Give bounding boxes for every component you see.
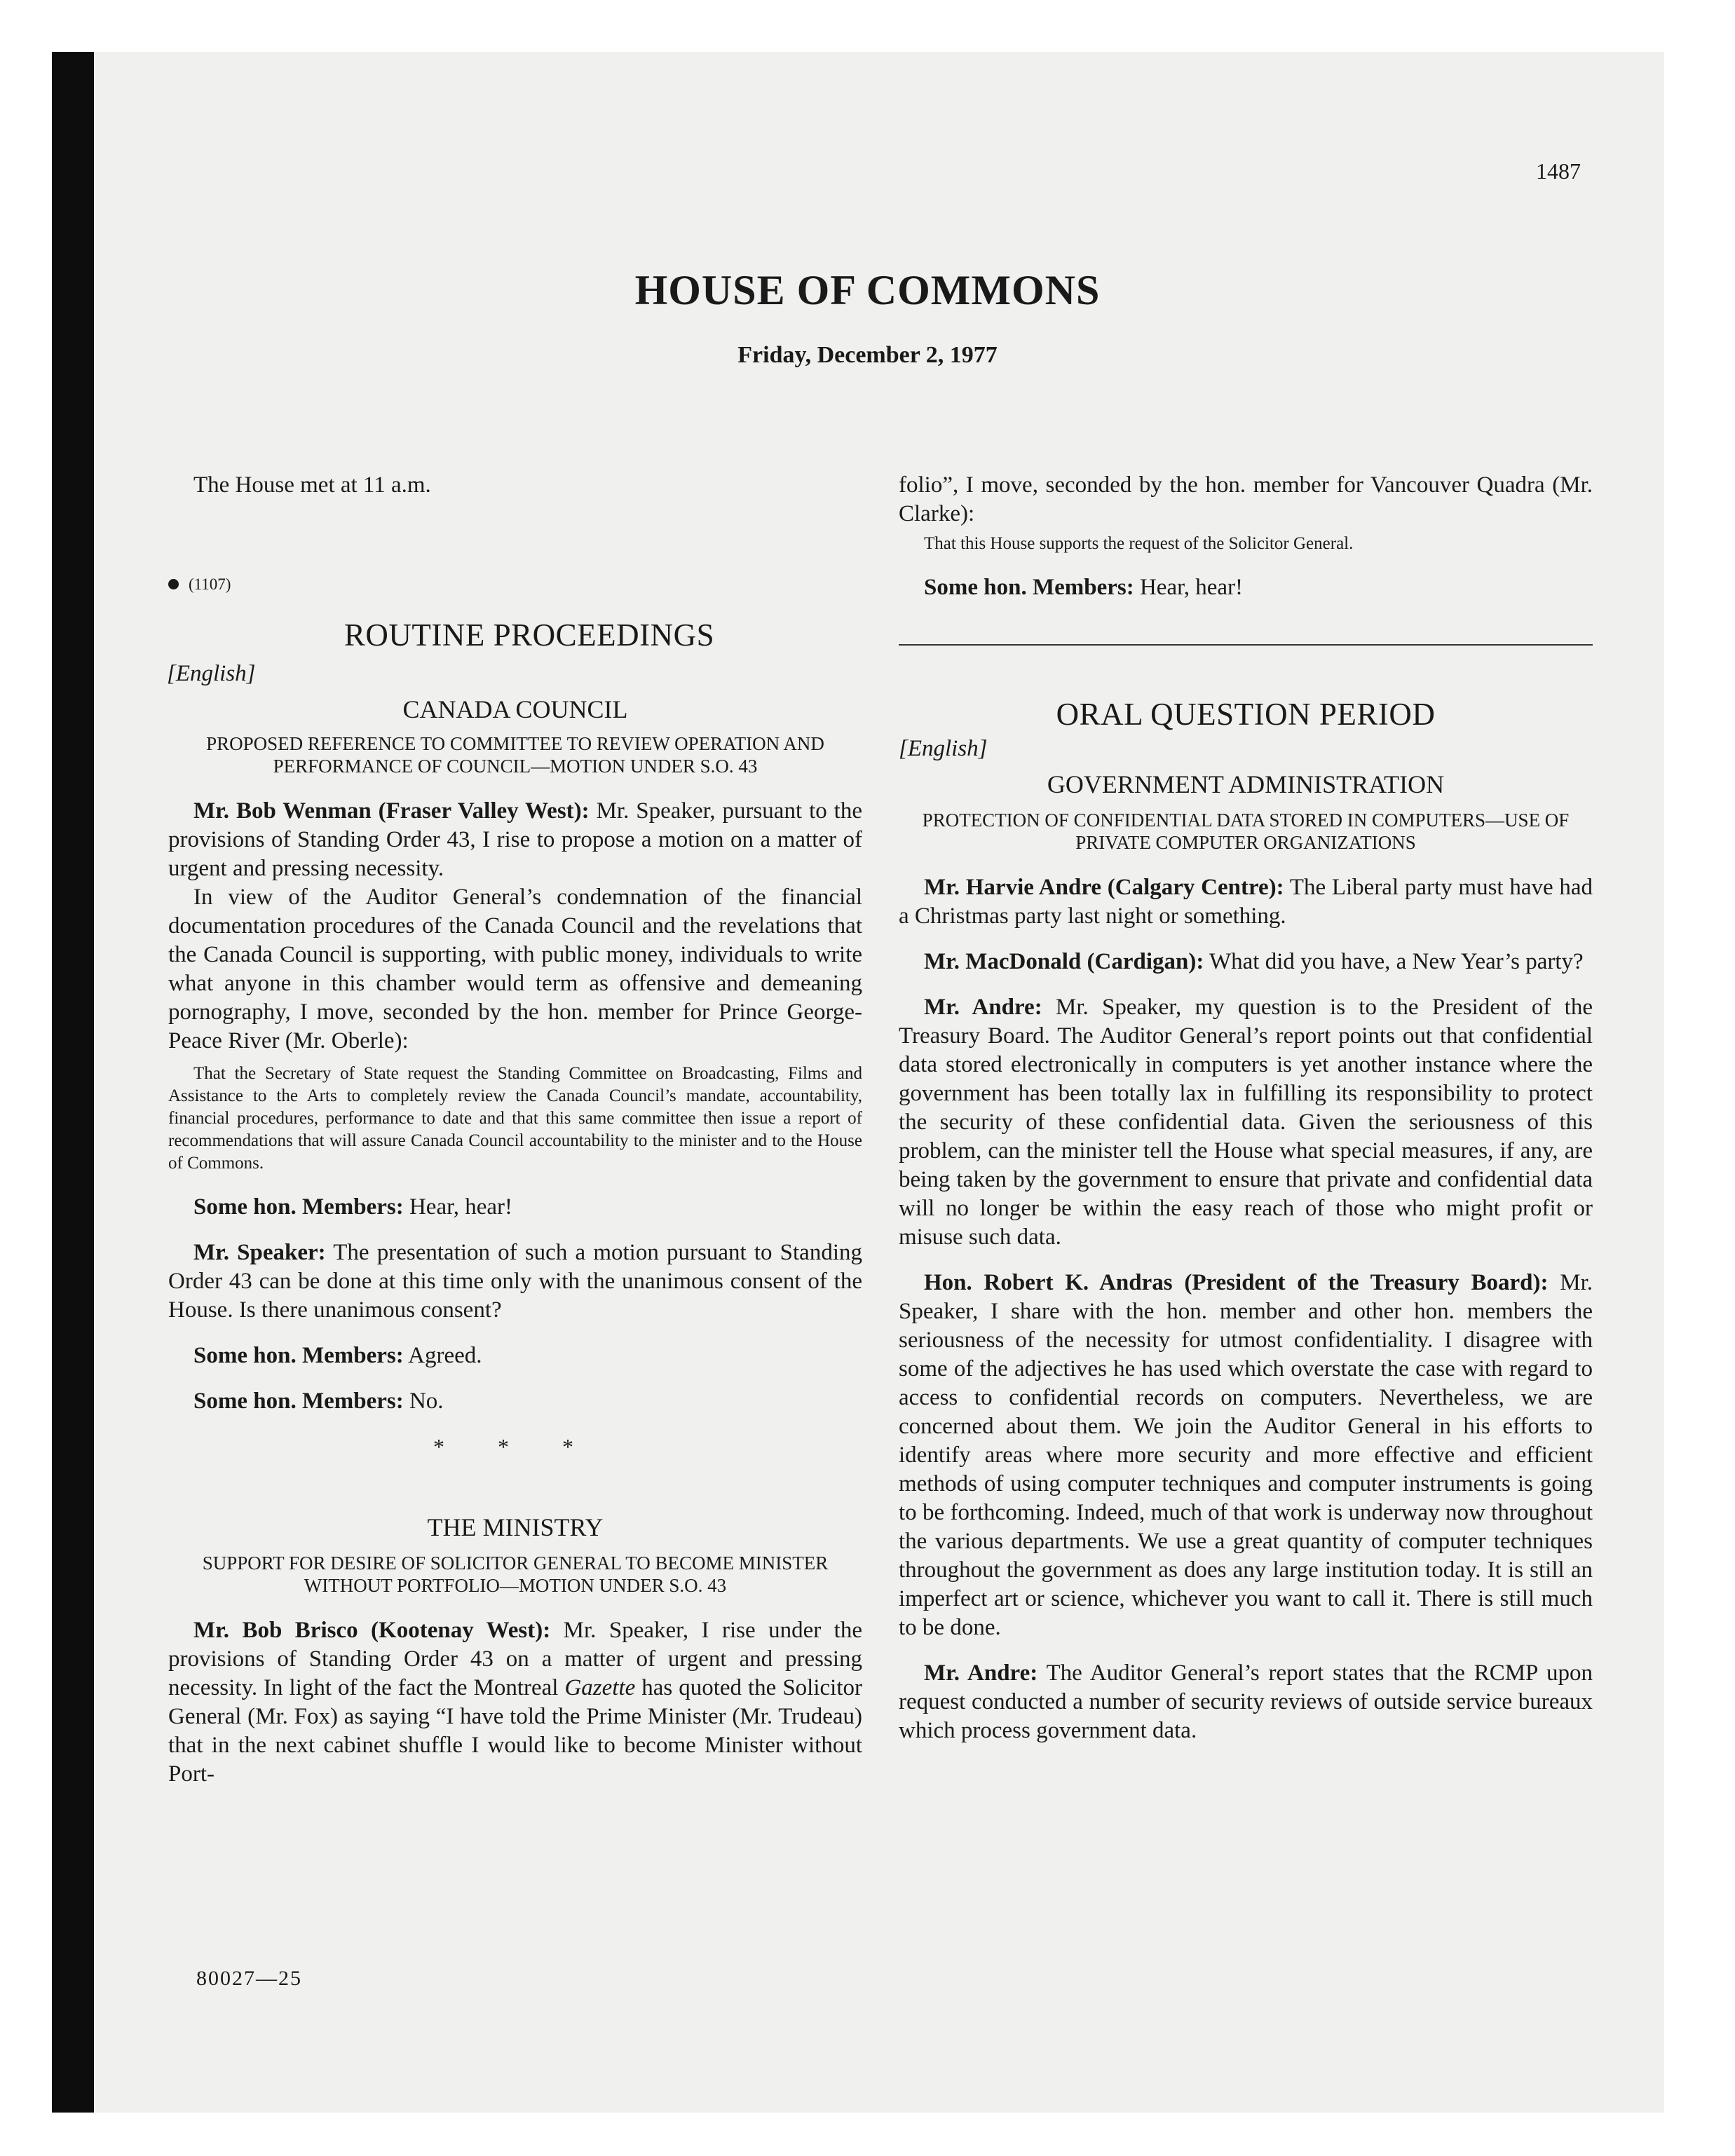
andre-question-1 [899, 873, 1593, 931]
speaker-name: Some hon. Members: [924, 575, 1134, 600]
members-no [168, 1387, 862, 1416]
left-column [168, 471, 862, 1789]
right-column [899, 471, 1593, 1745]
sitting-date: Friday, December 2, 1977 [737, 342, 998, 368]
ministry-subheading: SUPPORT FOR DESIRE OF SOLICITOR GENERAL TO BECOME MINISTER WITHOUT PORTFOLIO—MOTION UNDER S.O. 43 [202, 1553, 829, 1596]
speech-text: What did you have, a New Year’s party? [1204, 949, 1584, 974]
members-agreed [168, 1342, 862, 1370]
speech-text: The Liberal party must have had a Christmas party last night or something. [899, 875, 1593, 929]
speaker-name: Some hon. Members: [193, 1389, 404, 1414]
speaker-ruling [168, 1239, 862, 1325]
section-divider [899, 644, 1593, 646]
government-administration-subheading: PROTECTION OF CONFIDENTIAL DATA STORED IN COMPUTERS—USE OF PRIVATE COMPUTER ORGANIZATIONS [922, 810, 1570, 853]
speaker-name: Mr. Andre: [924, 995, 1042, 1020]
wenman-intervention [168, 797, 862, 883]
page-number: 1487 [1536, 158, 1581, 184]
speaker-name: Mr. Bob Brisco (Kootenay West): [193, 1618, 551, 1643]
ministry-heading: THE MINISTRY [427, 1513, 604, 1541]
speech-text: No. [403, 1389, 444, 1414]
speaker-name: Hon. Robert K. Andras (President of the Treasury Board): [924, 1270, 1549, 1295]
speech-text: Mr. Speaker, I share with the hon. member and other hon. members the seriousness of the necessity for utmost confidentiality. I disagree with some of the adjectives he has used which overstate the case with regard to access to confidential records on computers. Nevertheless, we are concerned about them. We join the Auditor General in his efforts to identify areas where more security and more effective and efficient methods of using computer techniques and computer instruments is going to be forthcoming. Indeed, much of that work is underway now throughout the various departments. We use a great quantity of computer techniques throughout the government as does any large institution today. It is still an imperfect art or science, whichever you want to call it. There is still much to be done. [899, 1270, 1593, 1640]
andras-answer [899, 1269, 1593, 1642]
andre-question-3 [899, 1659, 1593, 1745]
members-hear-hear [899, 573, 1593, 602]
speaker-name: Mr. MacDonald (Cardigan): [924, 949, 1204, 974]
oral-question-period-heading: ORAL QUESTION PERIOD [1056, 697, 1436, 732]
time-marker [168, 570, 862, 599]
section-separator-stars: * * * [433, 1434, 597, 1459]
brisco-continuation: folio”, I move, seconded by the hon. member for Vancouver Quadra (Mr. Clarke): [899, 472, 1593, 526]
speaker-name: Mr. Speaker: [193, 1240, 326, 1265]
speaker-name: Some hon. Members: [193, 1343, 404, 1368]
routine-proceedings-heading: ROUTINE PROCEEDINGS [343, 618, 715, 653]
speaker-name: Mr. Bob Wenman (Fraser Valley West): [193, 798, 590, 824]
newspaper-name: Gazette [564, 1675, 636, 1700]
page-title: HOUSE OF COMMONS [634, 267, 1101, 313]
speaker-name: Some hon. Members: [193, 1194, 404, 1220]
speech-text: Mr. Speaker, I rise under the provisions of Standing Order 43 on a matter of urgent and pressing necessity. In light of the fact the Montreal [168, 1618, 862, 1700]
speech-text: Agreed. [403, 1343, 482, 1368]
speaker-name: Mr. Andre: [924, 1660, 1038, 1686]
canada-council-subheading: PROPOSED REFERENCE TO COMMITTEE TO REVIEW OPERATION AND PERFORMANCE OF COUNCIL—MOTION UNDER S.O. 43 [206, 733, 824, 777]
speech-text: Mr. Speaker, pursuant to the provisions of Standing Order 43, I rise to propose a motion on a matter of urgent and pressing necessity. [168, 798, 863, 881]
speech-text: has quoted the Solicitor General (Mr. Fox) as saying “I have told the Prime Minister (Mr. Trudeau) that in the next cabinet shuffle I would like to become Minister without Port- [168, 1675, 862, 1787]
macdonald-interjection [899, 948, 1593, 976]
time-marker-label: (1107) [189, 575, 231, 593]
language-tag-english: [English] [167, 661, 256, 686]
house-met-line: The House met at 11 a.m. [193, 472, 431, 498]
wenman-continuation: In view of the Auditor General’s condemnation of the financial documentation procedures of the Canada Council and the revelations that the Canada Council is supporting, with public money, individuals to write what anyone in this chamber would term as offensive and demeaning pornography, I move, seconded by the hon. member for Prince George-Peace River (Mr. Oberle): [168, 885, 862, 1053]
bullet-icon [168, 579, 179, 589]
government-administration-heading: GOVERNMENT ADMINISTRATION [1047, 770, 1445, 798]
speech-text: Mr. Speaker, my question is to the President of the Treasury Board. The Auditor General’s report points out that confidential data stored electronically in computers is yet another instance where the government has been totally lax in fulfilling its responsibility to protect the security of these confidential data. Given the seriousness of this problem, can the minister tell the House what special measures, if any, are being taken by the government to ensure that private and confidential data will no longer be within the easy reach of those who might profit or misuse such data. [899, 995, 1593, 1250]
language-tag-english: [English] [899, 736, 988, 761]
speech-text: Hear, hear! [403, 1194, 513, 1220]
speech-text: Hear, hear! [1134, 575, 1244, 600]
andre-question-2 [899, 993, 1593, 1252]
speech-text: The presentation of such a motion pursuant to Standing Order 43 can be done at this time only with the unanimous consent of the House. Is there unanimous consent? [168, 1240, 862, 1323]
members-hear-hear [168, 1193, 862, 1222]
solicitor-general-motion: That this House supports the request of the Solicitor General. [924, 534, 1354, 553]
speaker-name: Mr. Harvie Andre (Calgary Centre): [924, 875, 1284, 900]
canada-council-heading: CANADA COUNCIL [402, 695, 628, 723]
speech-text: The Auditor General’s report states that the RCMP upon request conducted a number of security reviews of outside service bureaux which process government data. [899, 1660, 1593, 1743]
canada-council-motion: That the Secretary of State request the Standing Committee on Broadcasting, Films and Assistance to the Arts to completely review the Canada Council’s mandate, accountability, financial procedures, performance to date and that this same committee then issue a report of recommendations that will assure Canada Council accountability to the minister and to the House of Commons. [168, 1064, 862, 1173]
brisco-intervention [168, 1616, 862, 1789]
print-reference: 80027—25 [196, 1967, 302, 1990]
